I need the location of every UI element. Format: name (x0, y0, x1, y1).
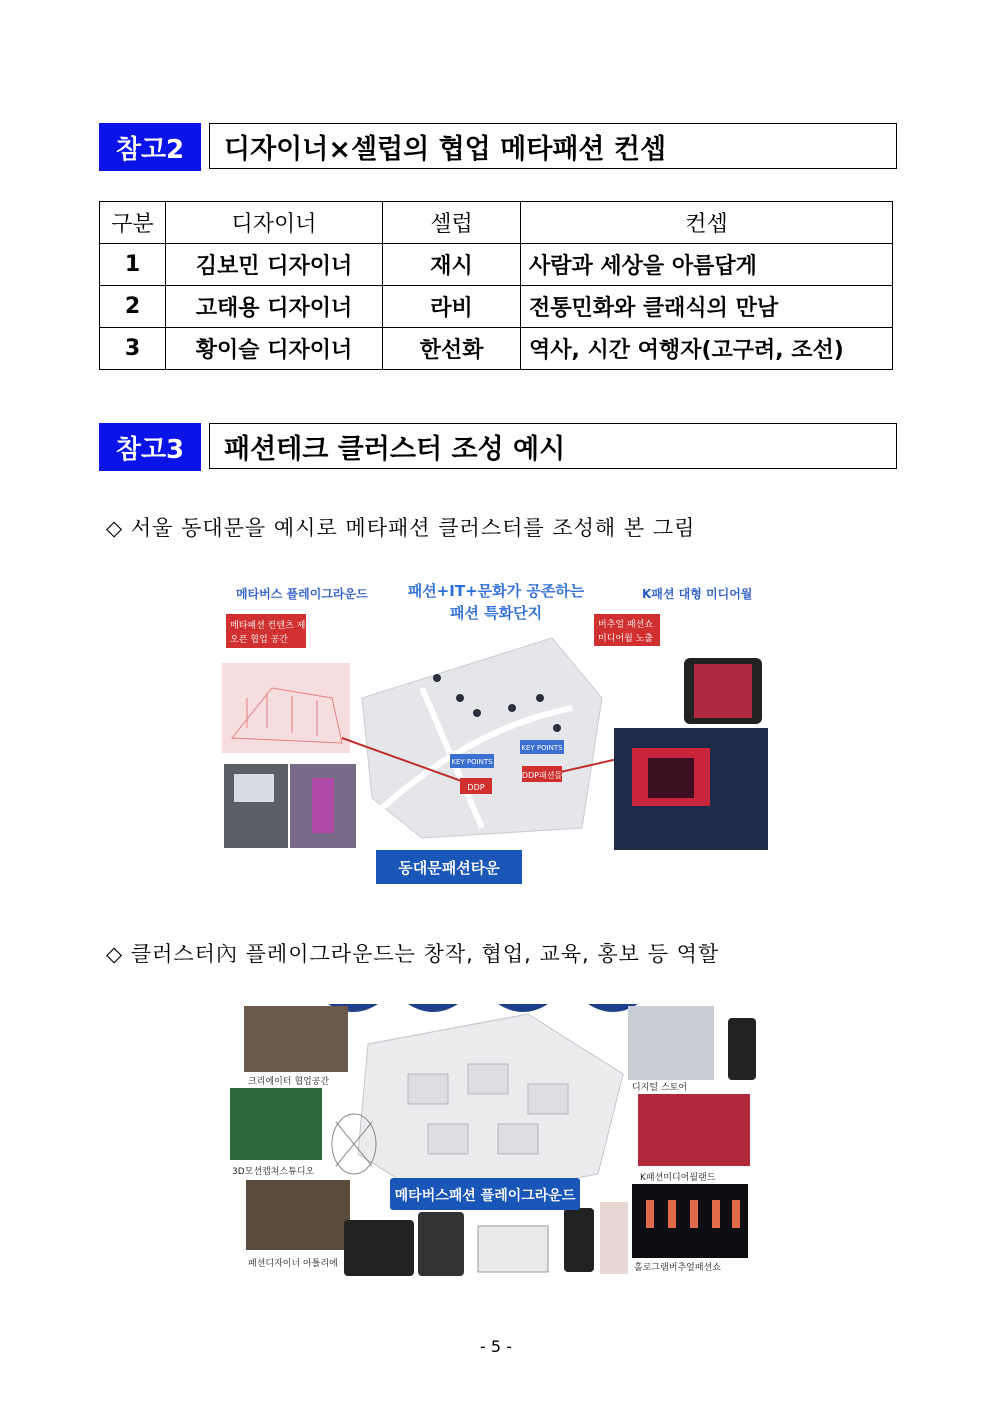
cell-celeb: 라비 (383, 286, 521, 328)
phone-image (418, 1212, 464, 1276)
key-points-label-1: KEY POINTS (451, 758, 493, 766)
sewing-machine-image (478, 1226, 548, 1272)
ddp-fashion-label: DDP패션몰 (521, 771, 563, 780)
caption-creator: 크리에이터 협업공간 (248, 1077, 330, 1087)
ref3-badge: 참고3 (99, 423, 201, 471)
page-number: - 5 - (480, 1337, 512, 1356)
bullet-dongdaemun: ◇ 서울 동대문을 예시로 메타패션 클러스터를 조성해 본 그림 (106, 516, 696, 540)
col-header: 구분 (100, 202, 166, 244)
col-header: 컨셉 (521, 202, 893, 244)
cell-concept: 전통민화와 클래식의 만남 (521, 286, 893, 328)
table-header-row (100, 202, 893, 244)
dress-image (600, 1202, 628, 1274)
phone-mannequin-image (564, 1208, 594, 1272)
ref2-badge: 참고2 (99, 123, 201, 171)
caption-digital-store: 디지털 스토어 (632, 1083, 688, 1093)
table-row (100, 328, 893, 370)
ref3-heading (99, 423, 897, 471)
right-tag-2: 미디어월 노출 (598, 634, 654, 644)
creator-space-photo (244, 1006, 348, 1072)
cell-index: 1 (100, 244, 166, 286)
motion-capture-photo (230, 1088, 322, 1160)
left-tag-1: 메타패션 컨텐츠 제작 (230, 621, 314, 631)
bottom-banner: 동대문패션타운 (398, 859, 500, 877)
caption-3d: 3D모션캡쳐스튜디오 (232, 1167, 315, 1177)
caption-designer: 패션디자이너 아틀리에 (248, 1259, 338, 1269)
center-title-2: 패션 특화단지 (449, 604, 543, 622)
ref2-title: 디자이너×셀럽의 협업 메타패션 컨셉 (209, 123, 897, 169)
cell-concept: 역사, 시간 여행자(고구려, 조선) (521, 328, 893, 370)
cell-celeb: 재시 (383, 244, 521, 286)
table-row (100, 286, 893, 328)
caption-hologram: 홀로그램버추얼패션쇼 (634, 1263, 721, 1273)
dongdaemun-cluster-figure (222, 578, 770, 886)
playground-sketch (222, 663, 350, 753)
cell-designer: 황이슬 디자이너 (166, 328, 383, 370)
digital-store-photo (628, 1006, 714, 1080)
right-title: K패션 대형 미디어월 (642, 587, 753, 601)
left-tag-2: 오픈 협업 공간 (230, 635, 288, 645)
left-title: 메타버스 플레이그라운드 (236, 587, 368, 601)
col-header: 셀럽 (383, 202, 521, 244)
bullet-playground: ◇ 클러스터內 플레이그라운드는 창작, 협업, 교육, 홍보 등 역할 (106, 942, 720, 966)
cell-index: 3 (100, 328, 166, 370)
cell-celeb: 한선화 (383, 328, 521, 370)
right-tag-1: 버추얼 패션쇼 (598, 620, 654, 630)
key-points-label-2: KEY POINTS (521, 744, 563, 752)
playground-figure (228, 1004, 758, 1280)
cell-designer: 김보민 디자이너 (166, 244, 383, 286)
caption-media-wall: K패션미디어월랜드 (640, 1173, 716, 1183)
cell-index: 2 (100, 286, 166, 328)
cell-designer: 고태용 디자이너 (166, 286, 383, 328)
ref3-title: 패션테크 클러스터 조성 예시 (209, 423, 897, 469)
media-wall-photo (638, 1094, 750, 1166)
playground-banner: 메타버스패션 플레이그라운드 (394, 1188, 576, 1204)
atelier-photo (246, 1180, 350, 1250)
col-header: 디자이너 (166, 202, 383, 244)
concept-table (99, 201, 893, 370)
tablet-image (344, 1220, 414, 1276)
ref2-heading (99, 123, 897, 171)
ddp-label: DDP (467, 783, 485, 792)
table-row (100, 244, 893, 286)
cell-concept: 사람과 세상을 아름답게 (521, 244, 893, 286)
center-title-1: 패션+IT+문화가 공존하는 (407, 582, 585, 600)
